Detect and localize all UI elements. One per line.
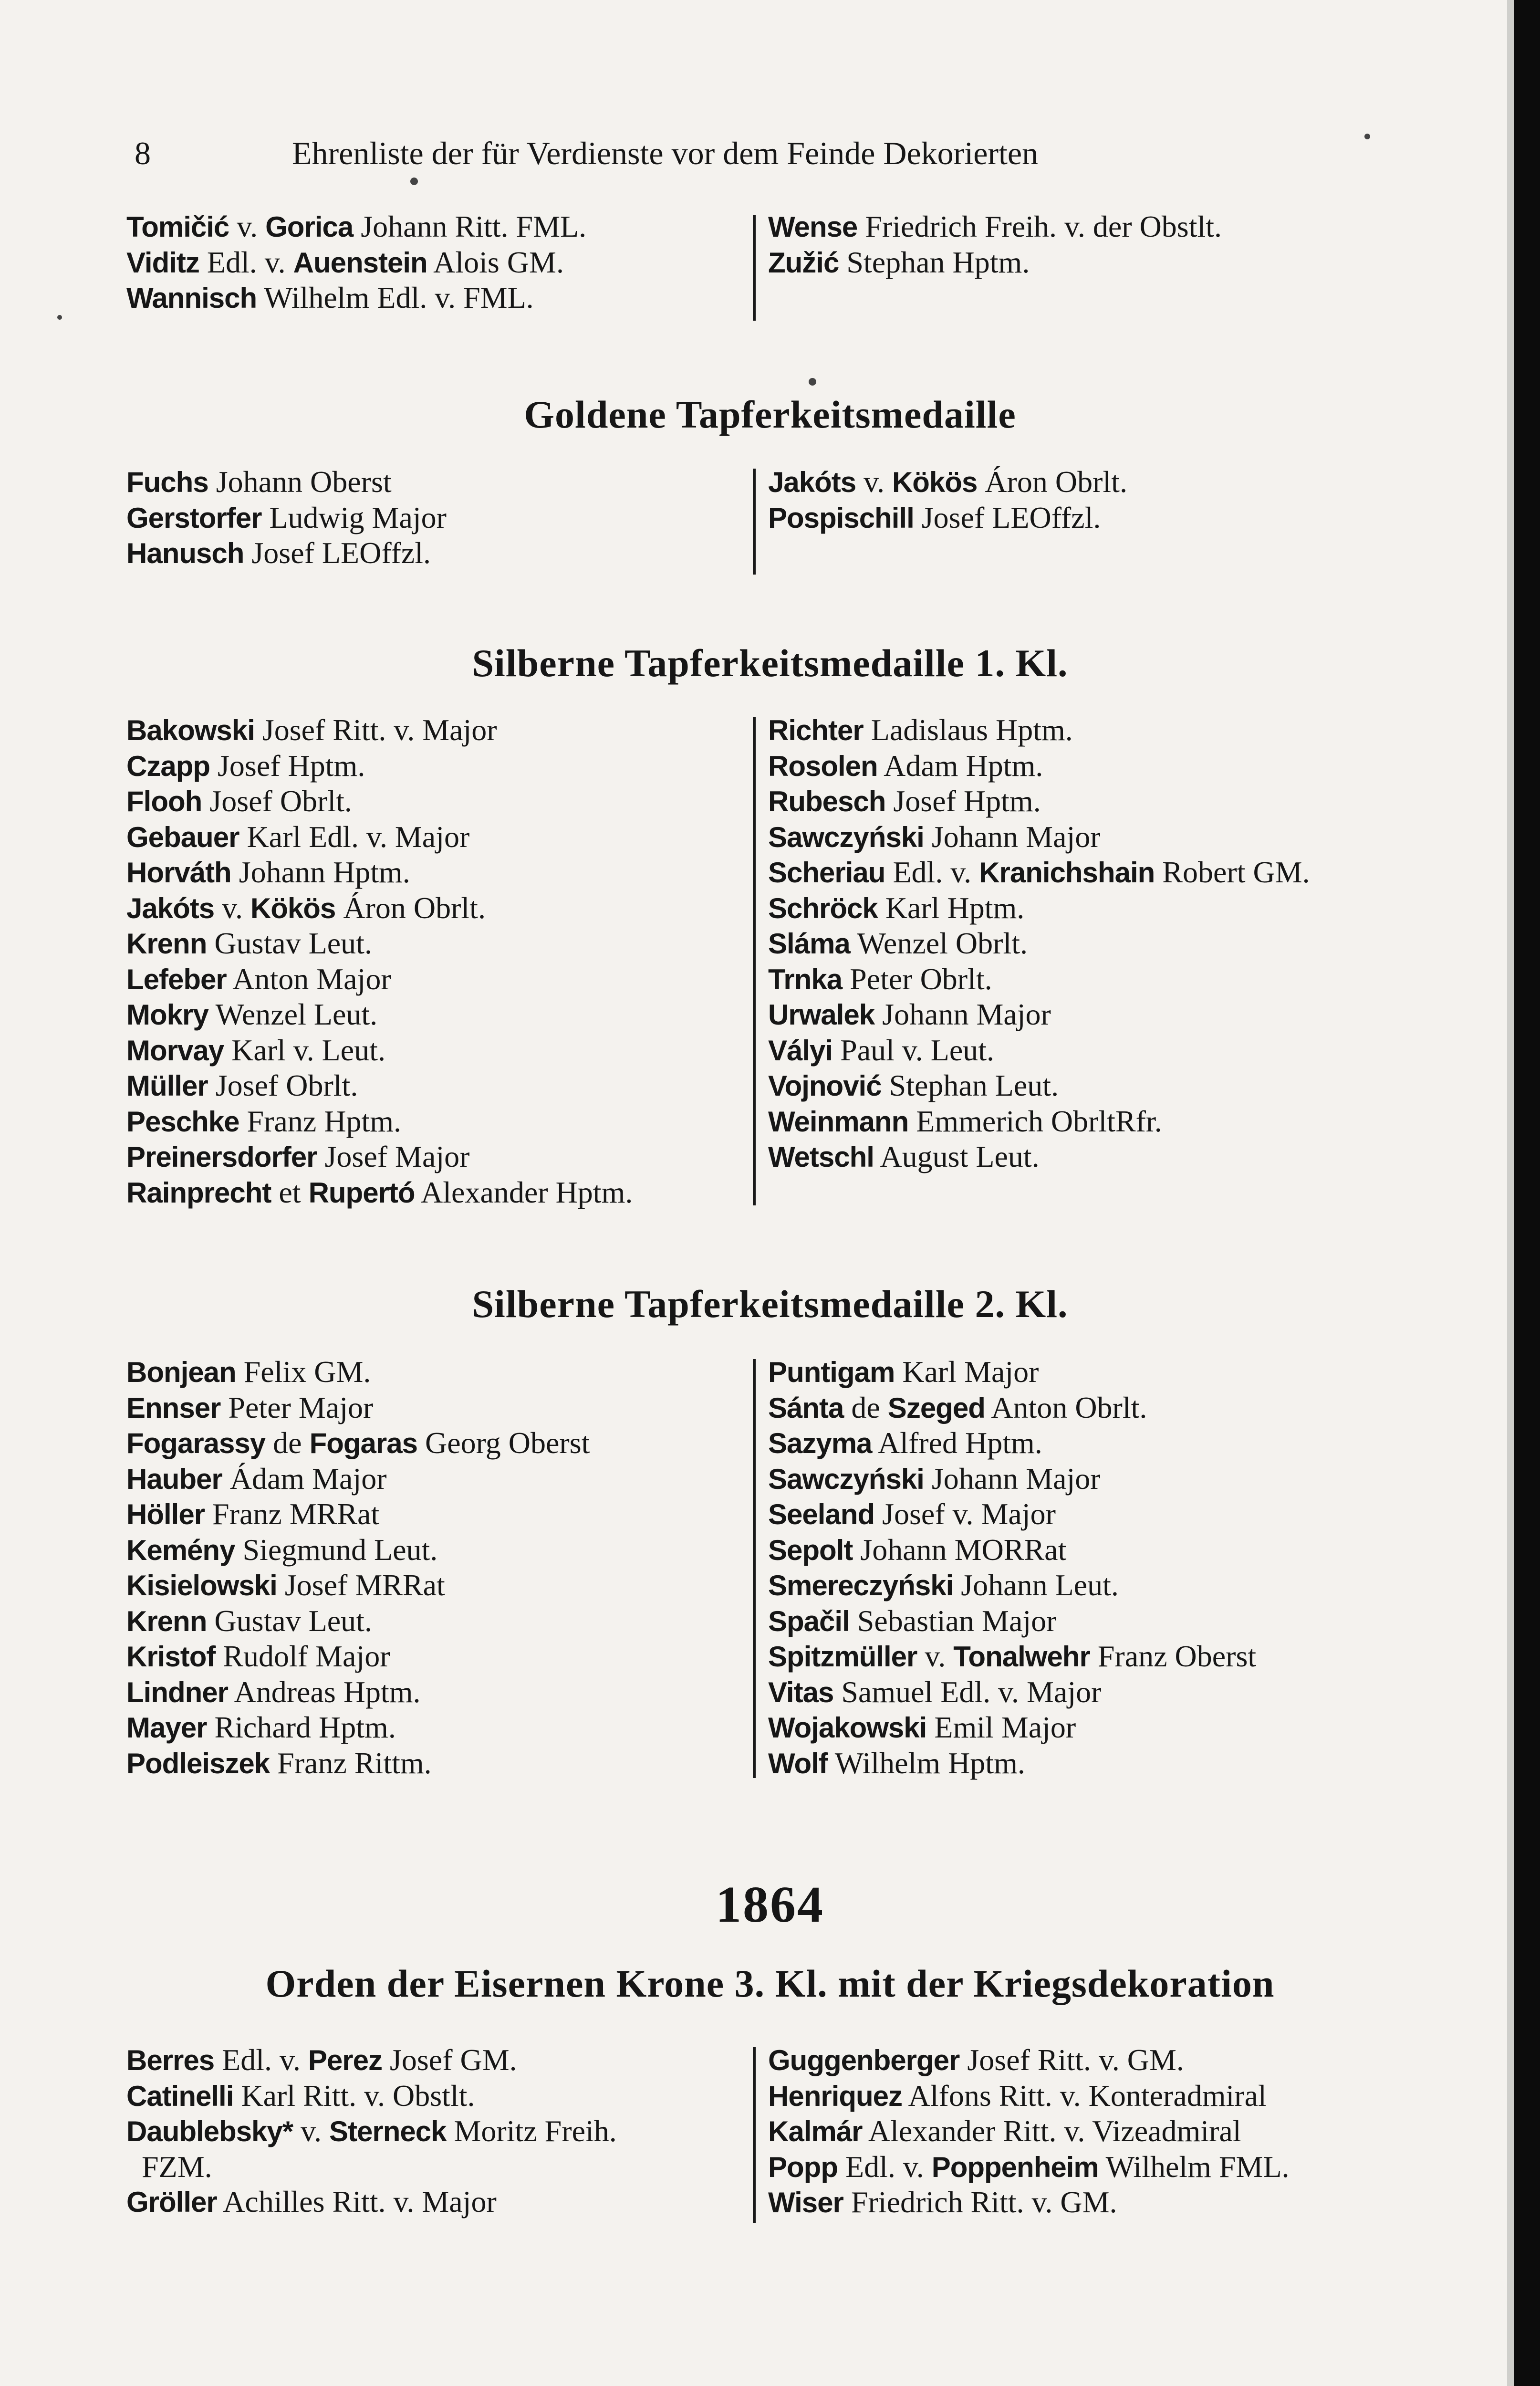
entry-surname: Kranichshain (979, 857, 1155, 889)
entry-text: Josef v. Major (874, 1497, 1056, 1531)
entry-surname: Podleiszek (126, 1747, 270, 1779)
list-entry (768, 1532, 1256, 1568)
entry-surname: Urwalek (768, 999, 875, 1031)
entry-surname: Sláma (768, 928, 850, 960)
list-entry (768, 1425, 1256, 1461)
entry-surname: Rupertó (308, 1176, 415, 1209)
entry-text: Josef Obrlt. (208, 1068, 358, 1102)
list-entry (126, 1390, 590, 1426)
entry-surname: Mayer (126, 1712, 207, 1744)
entry-surname: Sterneck (329, 2115, 447, 2147)
entry-surname: Popp (768, 2151, 838, 2183)
entry-text: Wilhelm FML. (1098, 2149, 1290, 2184)
entry-text: Alexander Hptm. (415, 1175, 633, 1209)
entry-text: Achilles Ritt. v. Major (217, 2185, 497, 2219)
entry-text: Edl. v. (837, 2149, 932, 2184)
entry-text: Karl Major (895, 1355, 1039, 1389)
entry-surname: Jakóts (768, 466, 856, 498)
entry-surname: Mokry (126, 999, 208, 1031)
page-header (0, 135, 1540, 187)
list-entry (768, 1390, 1256, 1426)
list-entry (768, 1568, 1256, 1603)
list-entry (126, 1603, 590, 1639)
list-entry (768, 1354, 1256, 1390)
entry-text: Johann Ritt. FML. (353, 209, 587, 243)
entry-text: Ladislaus Hptm. (863, 713, 1073, 747)
entry-surname: Henriquez (768, 2080, 903, 2112)
list-entry (126, 1461, 590, 1497)
print-speck (57, 315, 62, 320)
entry-text: Sebastian Major (849, 1603, 1057, 1638)
list-entry (768, 2185, 1290, 2220)
entry-text: Anton Obrlt. (985, 1390, 1147, 1424)
column-rule (753, 717, 756, 1205)
entry-surname: Kisielowski (126, 1570, 277, 1601)
entry-surname: Szeged (887, 1392, 985, 1424)
list-entry (126, 1496, 590, 1532)
entry-surname: Gerstorfer (126, 502, 262, 534)
entry-surname: Lefeber (126, 963, 227, 995)
entry-surname: Spitzmüller (768, 1641, 917, 1673)
list-entry (768, 464, 1127, 500)
entry-surname: Daublebsky* (126, 2115, 293, 2147)
entry-text: Moritz Freih. (446, 2114, 617, 2148)
entry-surname: Morvay (126, 1034, 224, 1067)
list-entry (768, 1639, 1256, 1674)
entry-text: Ludwig Major (261, 500, 447, 534)
list-entry (126, 280, 586, 316)
entry-text: Franz Hptm. (239, 1104, 402, 1138)
list-entry (126, 926, 633, 962)
entry-text: Edl. v. (199, 245, 293, 279)
top-left-column (126, 209, 586, 316)
page-edge-shadow (1507, 0, 1514, 2386)
entry-surname: Rubesch (768, 785, 886, 817)
entry-text: Georg Oberst (417, 1426, 590, 1460)
list-entry (768, 2042, 1290, 2078)
entry-surname: Sawczyński (768, 1463, 924, 1495)
list-entry (126, 962, 633, 997)
entry-text: Johann Major (874, 997, 1051, 1031)
list-entry (126, 209, 586, 245)
entry-surname: Kökös (892, 466, 978, 498)
entry-text: Alfons Ritt. v. Konteradmiral (902, 2078, 1267, 2113)
goldene-right-column (768, 464, 1127, 535)
entry-text: Josef MRRat (277, 1568, 445, 1602)
entry-text: v. (214, 890, 250, 925)
list-entry (126, 500, 447, 536)
entry-text: Stephan Leut. (881, 1068, 1059, 1102)
list-entry (126, 1354, 590, 1390)
entry-text: Richard Hptm. (207, 1710, 396, 1744)
silber2-right-column (768, 1354, 1256, 1781)
entry-surname: Viditz (126, 246, 199, 279)
list-entry (126, 997, 633, 1033)
section-title-eiserne: Orden der Eisernen Krone 3. Kl. mit der Kriegsdekoration (265, 1962, 1275, 2005)
entry-text: Josef LEOffzl. (914, 500, 1101, 534)
entry-text: v. (293, 2114, 329, 2148)
entry-text: Johann Major (924, 819, 1101, 854)
list-entry (768, 997, 1310, 1033)
entry-text: Johann MORRat (853, 1532, 1067, 1567)
list-entry (768, 1710, 1256, 1746)
list-entry (126, 890, 633, 926)
entry-surname: Hanusch (126, 537, 244, 569)
print-speck (809, 378, 816, 386)
entry-surname: Trnka (768, 963, 843, 995)
entry-text: Franz Rittm. (270, 1746, 432, 1780)
entry-surname: Pospischill (768, 502, 914, 534)
list-entry (126, 748, 633, 784)
entry-text: Gustav Leut. (207, 926, 372, 960)
list-entry (768, 1461, 1256, 1497)
entry-text: Anton Major (226, 962, 391, 996)
silber1-right-column (768, 712, 1310, 1175)
list-entry (126, 2042, 617, 2078)
entry-text: v. (856, 465, 892, 499)
entry-surname: Krenn (126, 928, 207, 960)
entry-surname: Auenstein (293, 246, 427, 279)
entry-text: Josef Major (317, 1140, 470, 1173)
entry-surname: Vojnović (768, 1070, 882, 1102)
section-title-silber2: Silberne Tapferkeitsmedaille 2. Kl. (472, 1282, 1068, 1326)
entry-surname: Seeland (768, 1498, 875, 1530)
entry-text: Andreas Hptm. (228, 1674, 421, 1709)
list-entry (768, 712, 1310, 748)
entry-surname: Fuchs (126, 466, 208, 498)
entry-text: August Leut. (874, 1140, 1040, 1173)
entry-text: Johann Hptm. (231, 855, 410, 889)
list-entry (126, 855, 633, 890)
section-title-silber1: Silberne Tapferkeitsmedaille 1. Kl. (472, 641, 1068, 685)
list-entry (768, 1496, 1256, 1532)
entry-text: Josef GM. (382, 2043, 517, 2077)
list-entry (126, 245, 586, 281)
entry-text: Paul v. Leut. (832, 1033, 995, 1067)
entry-text: Josef Hptm. (885, 784, 1041, 818)
entry-surname: Catinelli (126, 2080, 234, 2112)
list-entry (768, 890, 1310, 926)
entry-surname: Wolf (768, 1747, 828, 1779)
entry-surname: Ennser (126, 1392, 221, 1424)
entry-text: Siegmund Leut. (235, 1532, 438, 1567)
entry-text: Stephan Hptm. (839, 245, 1030, 279)
page-number: 8 (135, 135, 151, 171)
entry-text: v. (229, 209, 266, 243)
entry-text: Karl Edl. v. Major (239, 819, 470, 854)
list-entry (768, 855, 1310, 890)
goldene-left-column (126, 464, 447, 571)
entry-text: Áron Obrlt. (977, 465, 1127, 499)
entry-surname: Wiser (768, 2187, 843, 2219)
list-entry (126, 1175, 633, 1211)
entry-text: v. (917, 1639, 954, 1673)
section-title-goldene: Goldene Tapferkeitsmedaille (524, 393, 1016, 436)
entry-surname: Lindner (126, 1676, 228, 1708)
list-entry (768, 962, 1310, 997)
entry-surname: Czapp (126, 750, 210, 782)
list-entry (126, 1746, 590, 1781)
list-entry (126, 784, 633, 819)
entry-surname: Sánta (768, 1392, 844, 1424)
list-entry (126, 1710, 590, 1746)
entry-surname: Jakóts (126, 892, 215, 924)
list-entry (126, 712, 633, 748)
entry-text: Johann Leut. (953, 1568, 1119, 1602)
entry-surname: Gröller (126, 2186, 217, 2218)
entry-text: Wilhelm Hptm. (827, 1746, 1025, 1780)
entry-surname: Rainprecht (126, 1176, 271, 1209)
entry-surname: Kemény (126, 1534, 235, 1566)
entry-surname: Preinersdorfer (126, 1141, 317, 1173)
silber2-left-column (126, 1354, 590, 1781)
entry-surname: Bonjean (126, 1356, 236, 1388)
list-entry (126, 1139, 633, 1175)
entry-surname: Wojakowski (768, 1712, 927, 1744)
entry-text: Alois GM. (427, 245, 564, 279)
list-entry (768, 1603, 1256, 1639)
entry-surname: Smereczyński (768, 1570, 954, 1601)
entry-surname: Weinmann (768, 1105, 909, 1138)
entry-surname: Kristof (126, 1641, 216, 1673)
entry-text: Edl. v. (885, 855, 979, 889)
entry-text: Emmerich ObrltRfr. (908, 1104, 1162, 1138)
entry-surname: Höller (126, 1498, 205, 1530)
list-entry (768, 926, 1310, 962)
entry-surname: Gebauer (126, 821, 239, 853)
silber1-left-column (126, 712, 633, 1210)
list-entry (126, 1033, 633, 1068)
entry-text: Alexander Ritt. v. Vizeadmiral (862, 2114, 1241, 2148)
list-entry (768, 245, 1222, 281)
eiserne-left-column (126, 2042, 617, 2220)
entry-surname: Kökös (250, 892, 336, 924)
entry-surname: Scheriau (768, 857, 885, 889)
scan-border (1514, 0, 1540, 2386)
entry-text: Ádam Major (222, 1461, 387, 1496)
entry-text: Wenzel Leut. (208, 997, 378, 1031)
entry-surname: Spačil (768, 1605, 850, 1637)
entry-text: Johann Oberst (208, 465, 392, 499)
list-entry (126, 2114, 617, 2149)
entry-text: de (265, 1426, 310, 1460)
list-entry (768, 2078, 1290, 2114)
entry-surname: Hauber (126, 1463, 222, 1495)
column-rule (753, 469, 756, 575)
entry-text: Rudolf Major (215, 1639, 390, 1673)
list-entry (126, 1639, 590, 1674)
list-entry (768, 209, 1222, 245)
entry-text: Alfred Hptm. (872, 1426, 1042, 1460)
entry-text: Friedrich Ritt. v. GM. (843, 2185, 1117, 2219)
entry-surname: Horváth (126, 857, 231, 889)
entry-surname: Tonalwehr (953, 1641, 1090, 1673)
entry-text: Robert GM. (1155, 855, 1310, 889)
list-entry (126, 1532, 590, 1568)
list-entry (768, 1139, 1310, 1175)
entry-text: Josef Hptm. (210, 748, 365, 783)
entry-surname: Fogarassy (126, 1427, 266, 1459)
entry-surname: Gorica (265, 211, 354, 243)
list-entry (126, 1568, 590, 1603)
running-title: Ehrenliste der für Verdienste vor dem Feinde Dekorierten (292, 135, 1039, 171)
entry-text: Gustav Leut. (207, 1603, 372, 1638)
entry-text: Felix GM. (236, 1355, 371, 1389)
entry-surname: Sazyma (768, 1427, 872, 1459)
entry-surname: Kalmár (768, 2115, 863, 2147)
entry-surname: Tomičić (126, 211, 229, 243)
entry-text: Karl v. Leut. (224, 1033, 385, 1067)
entry-text: Edl. v. (214, 2043, 308, 2077)
list-entry (126, 1425, 590, 1461)
entry-text: Friedrich Freih. v. der Obstlt. (857, 209, 1222, 243)
entry-surname: Vitas (768, 1676, 834, 1708)
list-entry (126, 464, 447, 500)
entry-surname: Müller (126, 1070, 208, 1102)
entry-surname: Sepolt (768, 1534, 853, 1566)
top-right-column (768, 209, 1222, 280)
entry-surname: Puntigam (768, 1356, 895, 1388)
entry-surname: Bakowski (126, 714, 255, 746)
entry-text: Franz MRRat (205, 1497, 380, 1531)
entry-surname: Guggenberger (768, 2044, 960, 2076)
entry-surname: Sawczyński (768, 821, 924, 853)
list-entry (126, 2078, 617, 2114)
list-entry (126, 535, 447, 571)
entry-text: Josef Ritt. v. Major (254, 713, 497, 747)
list-entry (768, 1068, 1310, 1104)
entry-surname: Perez (308, 2044, 382, 2076)
entry-text: Peter Obrlt. (842, 962, 992, 996)
list-entry (126, 1674, 590, 1710)
entry-text: de (843, 1390, 888, 1424)
list-entry (768, 2149, 1290, 2185)
list-entry (768, 1674, 1256, 1710)
eiserne-right-column (768, 2042, 1290, 2220)
entry-text: Wenzel Obrlt. (850, 926, 1028, 960)
entry-text: Karl Hptm. (877, 890, 1025, 925)
entry-surname: Wetschl (768, 1141, 874, 1173)
list-entry (126, 1104, 633, 1140)
list-entry (768, 748, 1310, 784)
entry-surname: Berres (126, 2044, 215, 2076)
column-rule (753, 1359, 756, 1778)
list-entry (126, 2184, 617, 2220)
column-rule (753, 2047, 756, 2223)
entry-text: Samuel Edl. v. Major (833, 1674, 1102, 1709)
entry-text: Peter Major (220, 1390, 374, 1424)
column-rule (753, 215, 756, 321)
entry-text: Josef LEOffzl. (244, 536, 431, 570)
entry-surname: Wense (768, 211, 858, 243)
entry-surname: Rosolen (768, 750, 878, 782)
entry-text: Adam Hptm. (877, 748, 1043, 783)
list-entry (768, 1746, 1256, 1781)
year-heading: 1864 (716, 1876, 824, 1933)
entry-text: Josef Obrlt. (202, 784, 352, 818)
list-entry (126, 2149, 617, 2185)
entry-text: et (271, 1175, 309, 1209)
list-entry (768, 500, 1127, 536)
entry-text: Johann Major (924, 1461, 1101, 1496)
entry-surname: Flooh (126, 785, 202, 817)
list-entry (768, 1033, 1310, 1068)
list-entry (768, 819, 1310, 855)
entry-surname: Krenn (126, 1605, 207, 1637)
entry-text: Karl Ritt. v. Obstlt. (233, 2078, 475, 2113)
list-entry (126, 1068, 633, 1104)
entry-text: Wilhelm Edl. v. FML. (257, 281, 534, 314)
entry-surname: Peschke (126, 1105, 239, 1138)
list-entry (768, 2114, 1290, 2149)
entry-surname: Schröck (768, 892, 878, 924)
entry-surname: Fogaras (309, 1427, 417, 1459)
entry-surname: Zužić (768, 246, 839, 279)
entry-surname: Poppenheim (931, 2151, 1099, 2183)
entry-text: Josef Ritt. v. GM. (959, 2043, 1184, 2077)
entry-surname: Richter (768, 714, 864, 746)
list-entry (768, 1104, 1310, 1140)
entry-text: Emil Major (926, 1710, 1076, 1744)
entry-surname: Vályi (768, 1034, 833, 1067)
entry-text: Franz Oberst (1090, 1639, 1257, 1673)
list-entry (768, 784, 1310, 819)
entry-text: Áron Obrlt. (335, 890, 486, 925)
list-entry (126, 819, 633, 855)
entry-surname: Wannisch (126, 282, 257, 314)
entry-text: FZM. (142, 2149, 212, 2184)
